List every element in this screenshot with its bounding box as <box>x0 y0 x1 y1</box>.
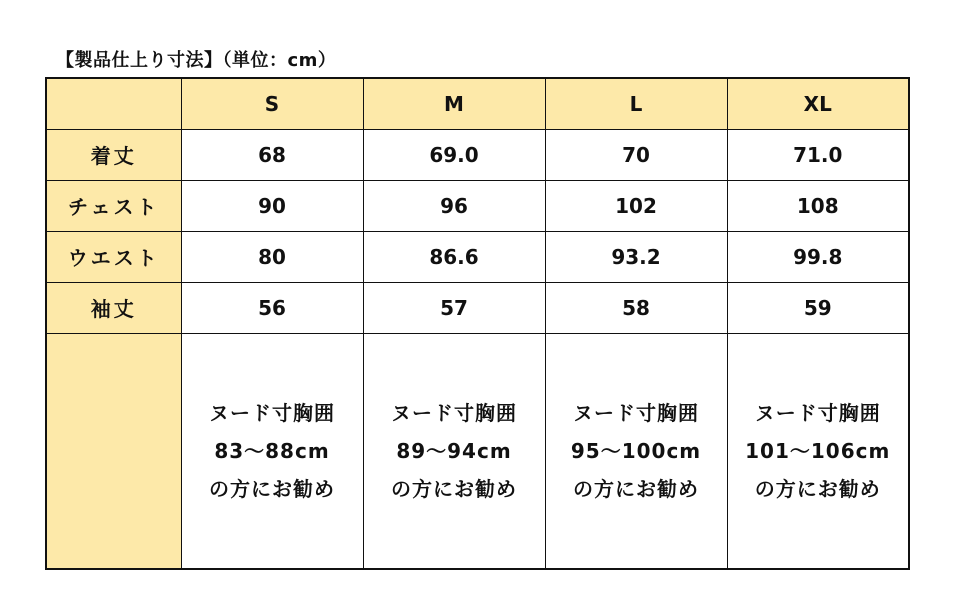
note-line: ヌード寸胸囲 <box>573 400 699 425</box>
table-row <box>46 129 909 180</box>
size-chart-table <box>45 77 910 570</box>
table-cell: 68 <box>181 129 363 180</box>
note-label-cell <box>46 333 181 569</box>
table-cell: 108 <box>727 180 909 231</box>
table-cell: 59 <box>727 282 909 333</box>
corner-cell <box>46 78 181 129</box>
note-line: ヌード寸胸囲 <box>209 400 335 425</box>
note-line: の方にお勧め <box>573 476 699 501</box>
note-line: ヌード寸胸囲 <box>754 400 881 425</box>
size-header-l: L <box>545 78 727 129</box>
note-line: 101〜106cm <box>745 438 891 463</box>
size-header-s: S <box>181 78 363 129</box>
table-cell: 86.6 <box>363 231 545 282</box>
table-caption: 【製品仕上り寸法】（単位：cm） <box>56 50 337 71</box>
header-row <box>46 78 909 129</box>
table-cell: 99.8 <box>727 231 909 282</box>
row-label-chest: チェスト <box>46 180 181 231</box>
table-cell: 56 <box>181 282 363 333</box>
row-label-length: 着丈 <box>46 129 181 180</box>
note-line: 95〜100cm <box>570 438 702 463</box>
table-cell: 58 <box>545 282 727 333</box>
recommendation-cell-l <box>545 333 727 569</box>
table-cell: 102 <box>545 180 727 231</box>
recommendation-cell-s <box>181 333 363 569</box>
note-line: ヌード寸胸囲 <box>391 400 517 425</box>
table-cell: 57 <box>363 282 545 333</box>
table-cell: 69.0 <box>363 129 545 180</box>
row-label-waist: ウエスト <box>46 231 181 282</box>
table-row <box>46 282 909 333</box>
table-cell: 71.0 <box>727 129 909 180</box>
size-header-m: M <box>363 78 545 129</box>
table-row <box>46 180 909 231</box>
recommendation-cell-m <box>363 333 545 569</box>
table-cell: 80 <box>181 231 363 282</box>
table-cell: 93.2 <box>545 231 727 282</box>
row-label-sleeve: 袖丈 <box>46 282 181 333</box>
recommendation-cell-xl <box>727 333 909 569</box>
size-header-xl: XL <box>727 78 909 129</box>
table-cell: 90 <box>181 180 363 231</box>
table-cell: 96 <box>363 180 545 231</box>
note-line: の方にお勧め <box>391 476 517 501</box>
note-line: の方にお勧め <box>209 476 335 501</box>
note-line: 89〜94cm <box>396 438 512 463</box>
table-row <box>46 231 909 282</box>
recommendation-row <box>46 333 909 569</box>
note-line: の方にお勧め <box>754 476 881 501</box>
table-cell: 70 <box>545 129 727 180</box>
note-line: 83〜88cm <box>214 438 330 463</box>
